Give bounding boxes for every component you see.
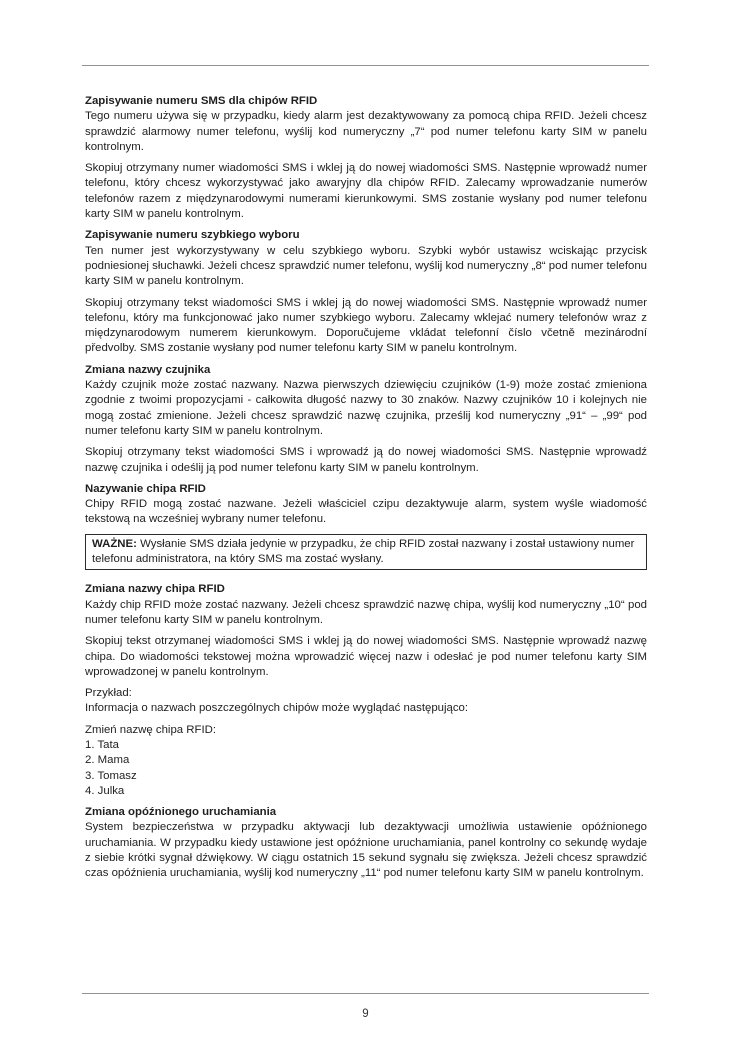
section-heading: Nazywanie chipa RFID bbox=[85, 482, 206, 495]
section-heading: Zmiana nazwy chipa RFID bbox=[85, 583, 225, 596]
paragraph: Skopiuj otrzymany numer wiadomości SMS i wklej ją do nowej wiadomości SMS. Następnie wprowadź numer telefonu, który chcesz wykorzystywać jako awaryjny dla chipów RFID. Zalecamy wprowadzanie numerów telefonów razem z międzynarodowymi numerami kierunkowymi. SMS zostanie wysłany pod numer telefonu karty SIM w panelu kontrolnym. bbox=[85, 162, 647, 221]
example-list-title: Zmień nazwę chipa RFID: bbox=[85, 723, 217, 736]
important-notice-box bbox=[85, 534, 647, 571]
paragraph: System bezpieczeństwa w przypadku aktywacji lub dezaktywacji umożliwia ustawienie opóźnionego uruchamiania. W przypadku kiedy ustawione jest opóźnione uruchamiania, panel kontrolny co sekundę wydaje z siebie krótki sygnał dźwiękowy. W ciągu ostatnich 15 sekund sygnału się zwiększa. Jeżeli chcesz sprawdzić czas opóźnienia uruchamiania, wyślij kod numeryczny „11“ pod numer telefonu karty SIM w panelu kontrolnym. bbox=[85, 821, 647, 880]
section-rfid-naming bbox=[85, 482, 647, 528]
page-number: 9 bbox=[362, 1008, 369, 1020]
example-intro: Informacja o nazwach poszczególnych chipów może wyglądać następująco: bbox=[85, 702, 469, 715]
paragraph: Każdy czujnik może zostać nazwany. Nazwa pierwszych dziewięciu czujników (1-9) może zostać zmieniona zgodnie z twoimi propozycjami - całkowita długość nazwy to 30 znaków. Nazwy czujników 10 i kolejnych nie mogą zostać zmienione. Jeżeli chcesz sprawdzić nazwę czujnika, prześlij kod numeryczny „91“ – „99“ pod numer telefonu karty SIM w panelu kontrolnym. bbox=[85, 379, 647, 437]
section-heading: Zmiana nazwy czujnika bbox=[85, 363, 211, 376]
paragraph: Każdy chip RFID może zostać nazwany. Jeżeli chcesz sprawdzić nazwę chipa, wyślij kod numeryczny „10“ pod numer telefonu karty SIM w panelu kontrolnym. bbox=[85, 598, 647, 626]
list-item: 3. Tomasz bbox=[85, 769, 137, 782]
list-item: 2. Mama bbox=[85, 754, 130, 767]
section-heading: Zmiana opóźnionego uruchamiania bbox=[85, 806, 277, 819]
footer-rule bbox=[82, 993, 649, 994]
paragraph: Skopiuj otrzymany tekst wiadomości SMS i wklej ją do nowej wiadomości SMS. Następnie wprowadź numer telefonu, który ma funkcjonować jako numer szybkiego wyboru. Zalecamy wklejać numery telefonów wraz z międzynarodowym numerem kierunkowym. Doporučujeme vkládat telefonní číslo včetně mezinárodní předvolby. SMS zostanie wysłany pod numer telefonu karty SIM w panelu kontrolnym. bbox=[85, 296, 647, 355]
section-heading: Zapisywanie numeru szybkiego wyboru bbox=[85, 229, 300, 242]
paragraph: Tego numeru używa się w przypadku, kiedy alarm jest dezaktywowany za pomocą chipa RFID. Jeżeli chcesz sprawdzić alarmowy numer telefonu, wyślij kod numeryczny „7“ pod numer telefonu karty SIM w panelu kontrolnym. bbox=[85, 110, 647, 153]
section-heading: Zapisywanie numeru SMS dla chipów RFID bbox=[85, 95, 318, 107]
section-sensor-name bbox=[85, 363, 647, 476]
list-item: 1. Tata bbox=[85, 738, 119, 751]
header-rule bbox=[82, 65, 649, 66]
paragraph: Ten numer jest wykorzystywany w celu szybkiego wyboru. Szybki wybór ustawisz wciskając przycisk podniesionej słuchawki. Jeżeli chcesz sprawdzić numer telefonu, wyślij kod numeryczny „8“ pod numer telefonu karty SIM w panelu kontrolnym. bbox=[85, 244, 647, 288]
paragraph: Chipy RFID mogą zostać nazwane. Jeżeli właściciel czipu dezaktywuje alarm, system wyśle wiadomość tekstową na wcześniej wybrany numer telefonu. bbox=[85, 498, 647, 526]
page-content bbox=[85, 94, 647, 888]
example-block bbox=[85, 686, 647, 799]
section-delayed-start bbox=[85, 805, 647, 881]
section-rfid-rename bbox=[85, 582, 647, 680]
paragraph: Skopiuj tekst otrzymanej wiadomości SMS i wklej ją do nowej wiadomości SMS. Następnie wprowadź nazwę chipa. Do wiadomości tekstowej można wprowadzić więcej nazw i odesłać je pod numer telefonu karty SIM wprowadzonej w panelu kontrolnym. bbox=[85, 635, 647, 678]
notice-text: Wysłanie SMS działa jedynie w przypadku, że chip RFID został nazwany i został ustawiony numer telefonu administratora, na który SMS ma zostać wysłany. bbox=[92, 537, 635, 566]
notice-label: WAŻNE: bbox=[92, 537, 137, 550]
paragraph: Skopiuj otrzymany tekst wiadomości SMS i wprowadź ją do nowej wiadomości SMS. Następnie wprowadź nazwę czujnika i odeślij ją pod numer telefonu karty SIM w panelu kontrolnym. bbox=[85, 446, 647, 474]
example-label: Przykład: bbox=[85, 687, 132, 700]
section-speed-dial bbox=[85, 228, 647, 356]
section-sms-rfid bbox=[85, 94, 647, 222]
list-item: 4. Julka bbox=[85, 784, 125, 797]
